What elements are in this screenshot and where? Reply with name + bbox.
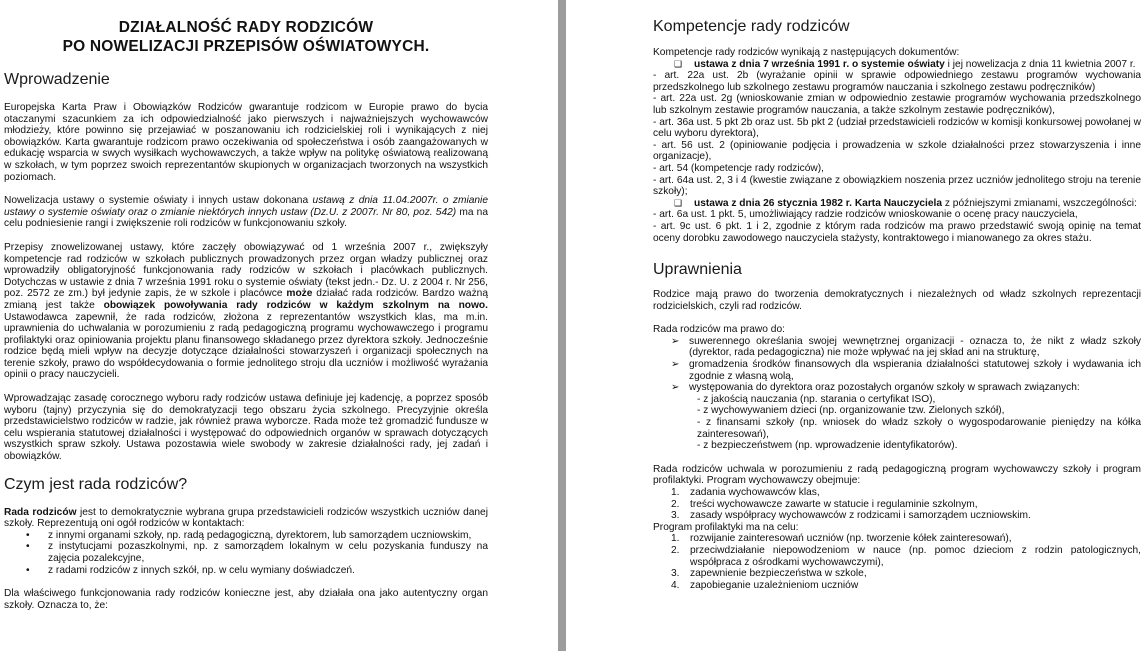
list-item xyxy=(653,382,1141,394)
list-item: - z wychowywaniem dzieci (np. organizowanie tzw. Zielonych szkół), xyxy=(697,405,1005,417)
arrow-bullet-icon: ➢ xyxy=(671,382,680,394)
intro-p3-text-a: Przepisy znowelizowanej ustawy, które zaczęły obowiązywać od 1 września 2007 r., zwiększyły kompetencje rad rodziców w szkołach publicznych prowadzonych przez organ władzy publicznej oraz wprowadziły obligatoryjność funkcjonowania rady rodziców w szkołach i placówkach publicznych. Dotychczas w ustawie z dnia 7 września 1991 roku o systemie oświaty (tekst jedn.- Dz. U. z 2004 r. Nr 256, poz. 2572 ze zm.) był jedynie zapis, że w szkole i placówce xyxy=(4,241,488,300)
list-item xyxy=(653,499,1141,511)
list-item xyxy=(653,580,1141,592)
competences-heading: Kompetencje rady rodziców xyxy=(653,18,850,35)
act-list-2 xyxy=(653,198,1141,210)
intro-p2-citation: ustawą z dnia 11.04.2007r. o zmianie ustawy o systemie oświaty oraz o zmianie niektórych innych ustaw (Dz.U. z 2007r. Nr 80, poz. 542) xyxy=(4,195,488,218)
list-item-text: zasady współpracy wychowawców z rodzicami i samorządem uczniowskim. xyxy=(690,510,1031,522)
intro-p3-bold-obowiazek: obowiązek powoływania rady rodziców w każdym szkolnym na nowo. xyxy=(103,299,488,311)
rights-paragraph-2: Rada rodziców ma prawo do: xyxy=(653,324,785,336)
list-item: - z bezpieczeństwem (np. wprowadzenie identyfikatorów). xyxy=(697,440,958,452)
what-p1-bold: Rada rodziców xyxy=(4,506,77,518)
rights-paragraph-4: Program profilaktyki ma na celu: xyxy=(653,521,799,533)
intro-p3-text-e: Ustawodawca zapewnił, że rada rodziców, złożona z reprezentantów wszystkich klas, ma m.in. uprawnienia do uchwalania w porozumieniu z radą pedagogiczną programu wychowawczego i programu profilaktyki oraz opiniowania projektu planu finansowego składanego przez dyrektora szkoły. Jednocześnie rodzice będą mieli wpływ na decyzje dotyczące działalności stowarzyszeń i organizacji społecznych na terenie szkoły, prawo do współdecydowania o formie jednolitego stroju dla uczniów i możliwość wyrażania opinii o pracy nauczycieli. xyxy=(4,311,488,381)
list-item xyxy=(653,533,1141,545)
rights-paragraph-3: Rada rodziców uchwala w porozumieniu z radą pedagogiczną program wychowawczy szkoły i program profilaktyki. Program wychowawczy obejmuje: xyxy=(653,463,1141,487)
what-paragraph-2: Dla właściwego funkcjonowania rady rodziców konieczne jest, aby działała ona jako autentyczny organ szkoły. Oznacza to, że: xyxy=(4,588,488,611)
square-bullet-icon: ❑ xyxy=(674,58,683,69)
list-item xyxy=(653,487,1141,499)
article-item: - art. 6a ust. 1 pkt. 5, umożliwiający radzie rodziców wnioskowanie o ocenę pracy nauczyciela, xyxy=(653,209,1078,221)
intro-paragraph-1: Europejska Karta Praw i Obowiązków Rodziców gwarantuje rodzicom w Europie prawo do bycia otaczanymi szacunkiem za ich odpowiedzialność jako pierwszych i najważniejszych wychowawców młodzieży, które powinno się przejawiać w poszanowaniu ich rodzicielskiej roli i wynikających z niej obowiązków. Karta gwarantuje rodzicom prawo oczekiwania od społeczeństwa i osób zaangażowanych w edukację wsparcia w swych wysiłkach wychowawczych, a także wpływ na politykę oświatową realizowaną w szkołach, w tym poprzez swoich reprezentantów skupionych w organizacjach tworzonych na wszystkich poziomach. xyxy=(4,102,488,183)
list-item: - z jakością nauczania (np. starania o certyfikat ISO), xyxy=(697,393,936,405)
intro-p3-text-c: działać rada rodziców. Bardzo ważną zmianą jest także xyxy=(4,288,489,311)
list-item-text: zapobieganie uzależnieniom uczniów xyxy=(690,579,859,591)
list-item-text: z radami rodziców z innych szkół, np. w celu wymiany doświadczeń. xyxy=(48,564,355,576)
list-item xyxy=(653,198,1141,210)
arrow-bullet-icon: ➢ xyxy=(671,335,680,347)
square-bullet-icon: ❑ xyxy=(674,197,683,208)
list-item-text: rozwijanie zainteresowań uczniów (np. tworzenie kółek zainteresowań), xyxy=(690,533,1012,545)
rights-sublist xyxy=(653,394,1141,452)
list-item xyxy=(653,59,1141,71)
page-divider xyxy=(558,0,566,651)
intro-paragraph-3 xyxy=(4,242,488,381)
list-item-text: z innymi organami szkoły, np. radą pedagogiczną, dyrektorem, lub samorządem uczniowskim, xyxy=(48,529,472,541)
article-item: - art. 54 (kompetencje rady rodziców), xyxy=(653,162,824,174)
list-item-text: przeciwdziałanie niepowodzeniom w nauce (np. pomoc dzieciom z rodzin patologicznych, współpraca z ośrodkami wychowawczymi), xyxy=(690,544,1141,568)
rights-paragraph-1: Rodzice mają prawo do tworzenia demokratycznych i niezależnych od władz szkolnych reprezentacji rodzicielskich, czyli rad rodziców. xyxy=(653,289,1141,312)
article-item: - art. 9c ust. 6 pkt. 1 i 2, zgodnie z którym rada rodziców ma prawo przedstawić swoją opinię na temat oceny dorobku zawodowego nauczyciela stażysty, kontraktowego i mianowanego za okres stażu. xyxy=(653,220,1141,244)
intro-p2-text: Nowelizacja ustawy o systemie oświaty i innych ustaw dokonana xyxy=(4,195,313,207)
list-item xyxy=(4,565,488,577)
right-page xyxy=(566,0,1141,651)
act-rest: z późniejszymi zmianami, wszczególności: xyxy=(942,197,1137,209)
intro-heading: Wprowadzenie xyxy=(4,71,110,88)
program-list xyxy=(653,487,1141,522)
list-number: 2. xyxy=(671,498,680,510)
article-item: - art. 56 ust. 2 (opiniowanie podjęcia i prowadzenia w szkole działalności przez stowarzyszenia i inne organizacje), xyxy=(653,139,1141,163)
list-item xyxy=(653,359,1141,382)
list-item xyxy=(4,541,488,564)
bullet-icon: • xyxy=(26,529,30,541)
article-item: - art. 64a ust. 2, 3 i 4 (kwestie związane z obowiązkiem noszenia przez uczniów jednolitego stroju na terenie szkoły); xyxy=(653,174,1141,198)
list-item-text: zapewnienie bezpieczeństwa w szkole, xyxy=(690,568,867,580)
document-title xyxy=(4,18,488,56)
act-title: ustawa z dnia 26 stycznia 1982 r. Karta Nauczyciela xyxy=(694,197,943,209)
prevention-list xyxy=(653,533,1141,591)
article-item: - art. 36a ust. 5 pkt 2b oraz ust. 5b pkt 2 (udział przedstawicieli rodziców w komisji konkursowej powołanej w celu wyboru dyrektora), xyxy=(653,116,1141,140)
list-item xyxy=(4,530,488,542)
rights-heading: Uprawnienia xyxy=(653,261,742,279)
list-number: 3. xyxy=(671,568,680,580)
intro-p3-bold-moze: może xyxy=(286,288,313,300)
title-line-1: DZIAŁALNOŚĆ RADY RODZICÓW xyxy=(118,19,374,36)
list-number: 4. xyxy=(671,579,680,591)
what-paragraph-1 xyxy=(4,507,488,530)
list-item xyxy=(653,336,1141,359)
list-item: - z finansami szkoły (np. wniosek do władz szkoły o wygospodarowanie pieniędzy na kółka zainteresowań), xyxy=(697,417,1141,440)
list-number: 1. xyxy=(671,487,680,498)
list-number: 2. xyxy=(671,544,680,556)
list-item-text: treści wychowawcze zawarte w statucie i regulaminie szkolnym, xyxy=(690,498,978,510)
what-heading: Czym jest rada rodziców? xyxy=(4,475,188,493)
list-number: 3. xyxy=(671,510,680,522)
list-item-text: gromadzenia środków finansowych dla wspierania działalności statutowej szkoły i wydawania ich zgodnie z własną wolą, xyxy=(689,359,1141,382)
act-title: ustawa z dnia 7 września 1991 r. o systemie oświaty xyxy=(694,58,945,70)
left-page xyxy=(0,0,558,651)
intro-p2-text-end: ma na celu podniesienie rangi i zwiększenie roli rodziców w funkcjonowaniu szkoły. xyxy=(4,206,488,230)
contacts-list xyxy=(4,530,488,576)
list-item xyxy=(653,568,1141,580)
what-p1-text: jest to demokratycznie wybrana grupa przedstawicieli rodziców wszystkich uczniów danej szkoły. Reprezentują oni ogół rodziców w kontaktach: xyxy=(4,506,488,530)
intro-paragraph-4: Wprowadzając zasadę corocznego wyboru rady rodziców ustawa definiuje jej kadencję, a poprzez sposób wyboru (tajny) przyczynia się do demokratyzacji tego obszaru życia szkolnego. Precyzyjnie określa przedstawicielstwo rodziców w radzie, jak również prawa wyborcze. Rada może też gromadzić fundusze w celu wspierania statutowej działalności i występować do odpowiednich organów w sprawach dotyczących wszystkich spraw szkoły. Ustawa pozostawia wiele swobody w zakresie działalności rady, jej zadań i obowiązków. xyxy=(4,393,488,463)
list-item-text: suwerennego określania swojej wewnętrznej organizacji - oznacza to, że nikt z władz szkoły (dyrektor, rada pedagogiczna) nie może wpływać na jej skład ani na strukturę, xyxy=(689,335,1141,359)
article-item: - art. 22a ust. 2b (wyrażanie opinii w sprawie odpowiedniego zestawu programów wychowania przedszkolnego lub szkolnego zestawu programów nauczania i szkolnego zestawu podręczników) xyxy=(653,70,1141,93)
list-item xyxy=(653,545,1141,568)
list-item-text: zadania wychowawców klas, xyxy=(690,487,820,498)
title-line-2: PO NOWELIZACJI PRZEPISÓW OŚWIATOWYCH. xyxy=(62,38,430,55)
act-rest: i jej nowelizacja z dnia 11 kwietnia 2007 r. xyxy=(944,58,1136,70)
list-number: 1. xyxy=(671,533,680,545)
list-item xyxy=(653,510,1141,522)
list-item-text: z instytucjami pozaszkolnymi, np. z samorządem lokalnym w celu pozyskania funduszy na zajęcia pozalekcyjne, xyxy=(48,541,488,564)
bullet-icon: • xyxy=(26,564,30,576)
act-list-1 xyxy=(653,59,1141,71)
competences-intro: Kompetencje rady rodziców wynikają z następujących dokumentów: xyxy=(653,47,960,58)
article-item: - art. 22a ust. 2g (wnioskowanie zmian w odpowiednio zestawie programów wychowania przedszkolnego lub szkolnym zestawie programów nauczania, a także szkolnym zestawie podręczników), xyxy=(653,93,1141,116)
rights-list xyxy=(653,336,1141,394)
intro-paragraph-2 xyxy=(4,195,488,230)
list-item-text: występowania do dyrektora oraz pozostałych organów szkoły w sprawach związanych: xyxy=(689,382,1080,394)
arrow-bullet-icon: ➢ xyxy=(671,359,680,371)
bullet-icon: • xyxy=(26,541,30,553)
